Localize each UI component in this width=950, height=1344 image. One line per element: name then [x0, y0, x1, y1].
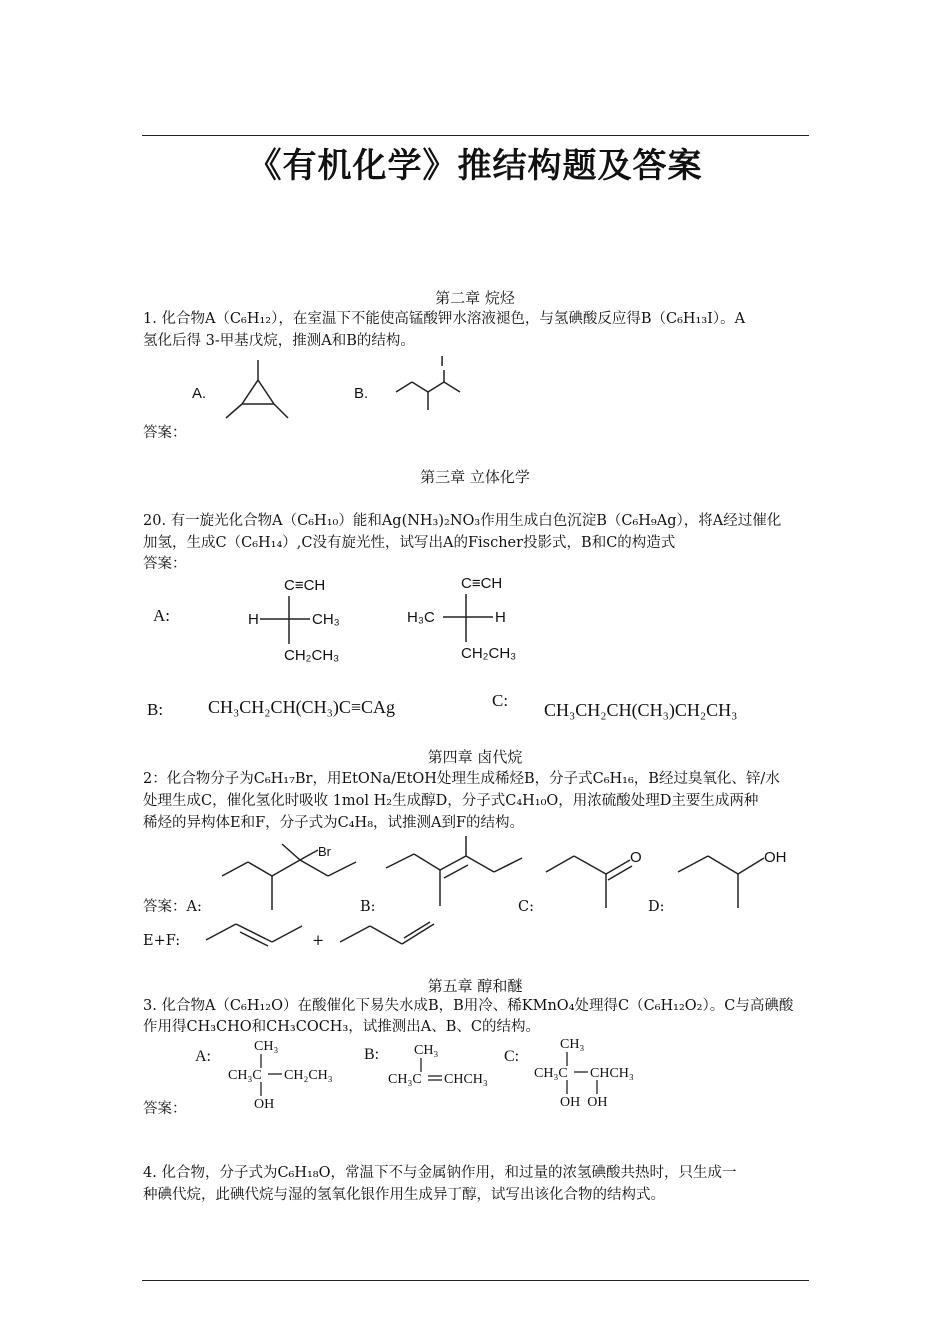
q3-label-c: C: [504, 1048, 520, 1065]
q20-line1: 20. 有一旋光化合物A（C₆H₁₀）能和Ag(NH₃)₂NO₃作用生成白色沉淀B（C₆H₉Ag），将A经过催化 [143, 513, 782, 529]
svg-text:OH OH: OH OH [560, 1095, 608, 1110]
svg-text:C≡CH: C≡CH [461, 575, 503, 592]
svg-text:CH₂CH₃: CH₂CH₃ [461, 645, 517, 662]
q2-label-ef: E+F: [143, 933, 181, 949]
q1-label-b: B. [354, 385, 369, 402]
q2-structure-b [384, 834, 529, 914]
svg-text:CH₃C: CH₃C [228, 1068, 262, 1083]
q20-c-formula: CH₃CH₂CH(CH₃)CH₂CH₃ [544, 700, 738, 720]
q2-structure-e [204, 918, 304, 948]
svg-text:H: H [495, 609, 506, 626]
svg-text:C≡CH: C≡CH [284, 577, 326, 594]
q2-line3: 稀烃的异构体E和F，分子式为C₄H₈，试推测A到F的结构。 [143, 815, 525, 831]
q20-b-formula: CH₃CH₂CH(CH₃)C≡CAg [208, 697, 395, 717]
q3-line2: 作用得CH₃CHO和CH₃COCH₃，试推测出A、B、C的结构。 [143, 1019, 540, 1035]
q3-structure-b [388, 1040, 508, 1090]
q2-answer-a: 答案：A: [143, 899, 202, 915]
svg-text:O: O [630, 849, 642, 866]
chapter-3-heading: 第三章 立体化学 [420, 468, 530, 486]
svg-text:OH: OH [764, 849, 787, 866]
q3-line1: 3. 化合物A（C₆H₁₂O）在酸催化下易失水成B，B用冷、稀KMnO₄处理得C（C₆H₁₂O₂）。C与高碘酸 [143, 998, 794, 1014]
q2-line1: 2：化合物分子为C₆H₁₇Br，用EtONa/EtOH处理生成稀烃B，分子式C₆H₁₆，B经过臭氧化、锌/水 [143, 771, 780, 787]
svg-text:CHCH₃: CHCH₃ [590, 1066, 634, 1081]
q4-line2: 种碘代烷，此碘代烷与湿的氢氧化银作用生成异丁醇，试写出该化合物的结构式。 [143, 1187, 665, 1203]
q2-line2: 处理生成C，催化氢化时吸收 1mol H₂生成醇D，分子式C₄H₁₀O，用浓硫酸处理D主要生成两种 [143, 793, 759, 809]
svg-text:CH₃: CH₃ [254, 1039, 279, 1054]
svg-text:CH₂CH₃: CH₂CH₃ [284, 647, 340, 664]
chapter-5-heading: 第五章 醇和醚 [427, 977, 523, 995]
q1-answer: 答案： [143, 425, 187, 441]
q20-line2: 加氢，生成C（C₆H₁₄）,C没有旋光性，试写出A的Fischer投影式，B和C的构造式 [143, 535, 676, 551]
svg-text:CH₂CH₃: CH₂CH₃ [284, 1068, 333, 1083]
q3-structure-a [228, 1038, 348, 1116]
iodine-atom: I [440, 353, 445, 370]
q20-label-a: A: [153, 606, 170, 625]
svg-text:H: H [248, 611, 259, 628]
q1-label-a: A. [192, 385, 207, 402]
q3-answer: 答案： [143, 1101, 187, 1117]
q2-label-d: D: [648, 899, 665, 915]
q20-answer: 答案： [143, 556, 187, 572]
q4-line1: 4. 化合物，分子式为C₆H₁₈O，常温下不与金属钠作用，和过量的浓氢碘酸共热时，只生成一 [143, 1165, 737, 1181]
fischer-projection-2 [407, 570, 537, 665]
top-rule [142, 135, 809, 136]
svg-text:CH₃: CH₃ [312, 611, 340, 628]
q2-label-b: B: [360, 899, 376, 915]
fischer-projection-1 [240, 572, 370, 667]
q3-label-a: A: [195, 1048, 211, 1065]
bottom-rule [142, 1280, 809, 1281]
q2-structure-c [544, 840, 654, 912]
chapter-4-heading: 第四章 卤代烷 [427, 748, 523, 766]
svg-text:CH₃: CH₃ [414, 1043, 439, 1058]
svg-text:OH: OH [254, 1097, 275, 1112]
q1-structure-a [220, 358, 300, 428]
page-title: 《有机化学》推结构题及答案 [247, 146, 703, 186]
svg-text:H₃C: H₃C [407, 609, 435, 626]
q2-structure-f [338, 918, 438, 948]
q2-structure-d [676, 840, 796, 912]
q20-label-c: C: [492, 691, 509, 710]
svg-text:CH₃C: CH₃C [388, 1072, 422, 1087]
q2-structure-a [220, 838, 365, 916]
q2-plus: + [312, 933, 325, 949]
svg-text:CHCH₃: CHCH₃ [444, 1072, 488, 1087]
q1-line2: 氢化后得 3-甲基戊烷，推测A和B的结构。 [143, 333, 415, 349]
q20-label-b: B: [147, 700, 164, 719]
q1-structure-b [394, 352, 494, 412]
svg-text:CH₃C: CH₃C [534, 1066, 568, 1081]
svg-text:CH₃: CH₃ [560, 1037, 585, 1052]
q2-label-c: C: [518, 899, 534, 915]
q3-structure-c [534, 1036, 654, 1114]
svg-text:Br: Br [318, 844, 331, 859]
q1-line1: 1. 化合物A（C₆H₁₂），在室温下不能使高锰酸钾水溶液褪色，与氢碘酸反应得B（C₆H₁₃I）。A [143, 311, 746, 327]
chapter-2-heading: 第二章 烷烃 [435, 289, 515, 307]
q3-label-b: B: [364, 1046, 380, 1063]
